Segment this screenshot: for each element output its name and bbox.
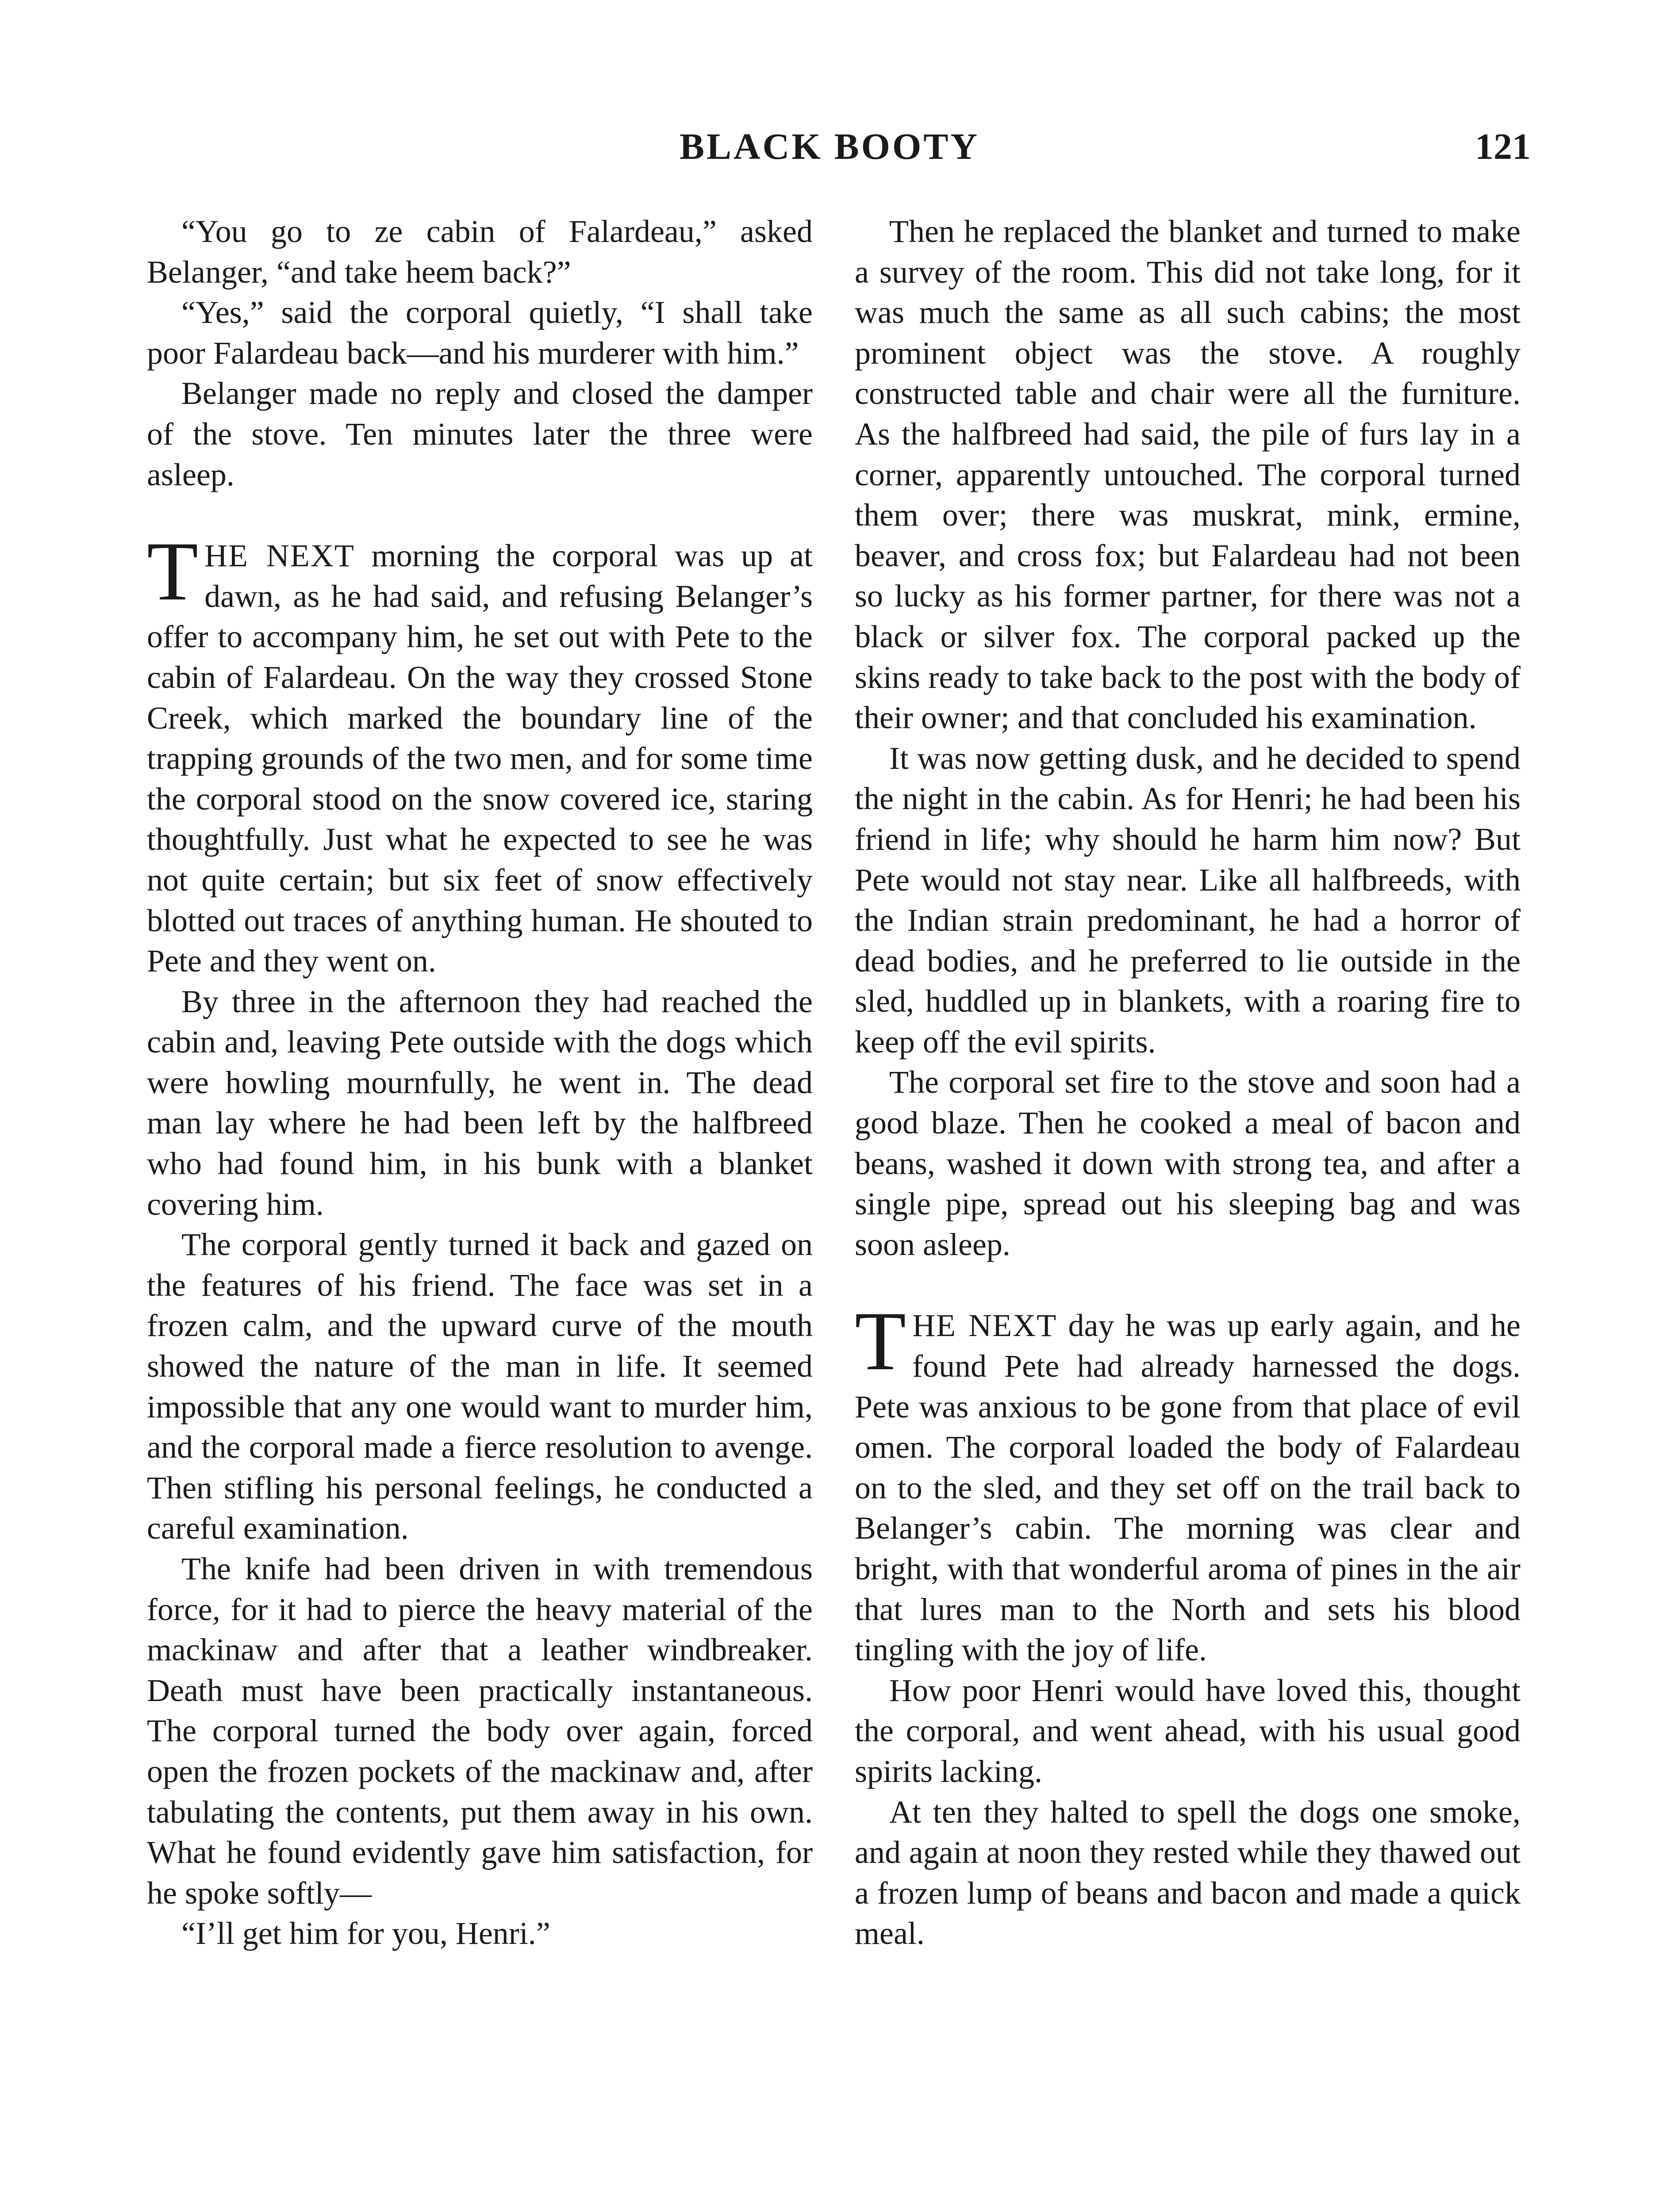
running-head: [0, 120, 1659, 173]
paragraph-text: morning the corporal was up at dawn, as he had said, and refusing Belanger’s offer to accompany him, he set out with Pete to the cabin of Falardeau. On the way they crossed Stone Creek, which marked the boundary line of the trapping grounds of the two men, and for some time the corporal stood on the snow covered ice, staring thoughtfully. Just what he expected to see he was not quite certain; but six feet of snow effectively blotted out traces of anything human. He shouted to Pete and they went on.: [147, 538, 813, 979]
section-opening-paragraph: [147, 525, 813, 982]
page-number: 121: [1475, 126, 1531, 167]
paragraph: At ten they halted to spell the dogs one smoke, and again at noon they rested while they thawed out a frozen lump of beans and bacon and made a quick meal.: [855, 1794, 1521, 1951]
paragraph-text: day he was up early again, and he found Pete had already harnessed the dogs. Pete was anxious to be gone from that place of evil omen. The corporal loaded the body of Falardeau on to the sled, and they set off on the trail back to Belanger’s cabin. The morning was clear and bright, with that wonderful aroma of pines in the air that lures man to the North and sets his blood tingling with the joy of life.: [855, 1308, 1521, 1668]
paragraph: The knife had been driven in with tremendous force, for it had to pierce the heavy material of the mackinaw and after that a leather windbreaker. Death must have been practically instantaneous. The corporal turned the body over again, forced open the frozen pockets of the mackinaw and, after tabulating the contents, put them away in his own. What he found evidently gave him satisfaction, for he spoke softly—: [147, 1551, 813, 1911]
paragraph: “Yes,” said the corporal quietly, “I shall take poor Falardeau back—and his murderer with him.”: [147, 295, 813, 371]
story-title: BLACK BOOTY: [679, 126, 980, 167]
paragraph: It was now getting dusk, and he decided to spend the night in the cabin. As for Henri; he had been his friend in life; why should he harm him now? But Pete would not stay near. Like all halfbreeds, with the Indian strain predominant, he had a horror of dead bodies, and he preferred to lie outside in the sled, huddled up in blankets, with a roaring fire to keep off the evil spirits.: [855, 740, 1521, 1060]
paragraph: By three in the afternoon they had reached the cabin and, leaving Pete outside with the dogs which were howling mournfully, he went in. The dead man lay where he had been left by the halfbreed who had found him, in his bunk with a blanket covering him.: [147, 983, 813, 1222]
paragraph: “I’ll get him for you, Henri.”: [181, 1916, 550, 1951]
paragraph: Belanger made no reply and closed the damper of the stove. Ten minutes later the three were asleep.: [147, 376, 813, 492]
small-caps-lead: HE NEXT: [204, 538, 355, 574]
drop-cap: T: [855, 1295, 906, 1388]
paragraph: “You go to ze cabin of Falardeau,” asked Belanger, “and take heem back?”: [147, 214, 813, 290]
paragraph: The corporal gently turned it back and gazed on the features of his friend. The face was set in a frozen calm, and the upward curve of the mouth showed the nature of the man in life. It seemed impossible that any one would want to murder him, and the corporal made a fierce resolution to avenge. Then stifling his personal feelings, he conducted a careful examination.: [147, 1227, 813, 1546]
drop-cap: T: [147, 525, 199, 618]
paragraph: How poor Henri would have loved this, thought the corporal, and went ahead, with his usual good spirits lacking.: [855, 1672, 1521, 1789]
right-column: [855, 211, 1521, 1954]
small-caps-lead: HE NEXT: [912, 1308, 1057, 1344]
left-column: [147, 211, 813, 1954]
paragraph: Then he replaced the blanket and turned to make a survey of the room. This did not take long, for it was much the same as all such cabins; the most prominent object was the stove. A roughly constructed table and chair were all the furniture. As the halfbreed had said, the pile of furs lay in a corner, apparently untouched. The corporal turned them over; there was muskrat, mink, ermine, beaver, and cross fox; but Falardeau had not been so lucky as his former partner, for there was not a black or silver fox. The corporal packed up the skins ready to take back to the post with the body of their owner; and that concluded his examination.: [855, 214, 1521, 736]
paragraph: The corporal set fire to the stove and soon had a good blaze. Then he cooked a meal of bacon and beans, washed it down with strong tea, and after a single pipe, spread out his sleeping bag and was soon asleep.: [855, 1064, 1521, 1262]
section-opening-paragraph: [855, 1295, 1521, 1670]
